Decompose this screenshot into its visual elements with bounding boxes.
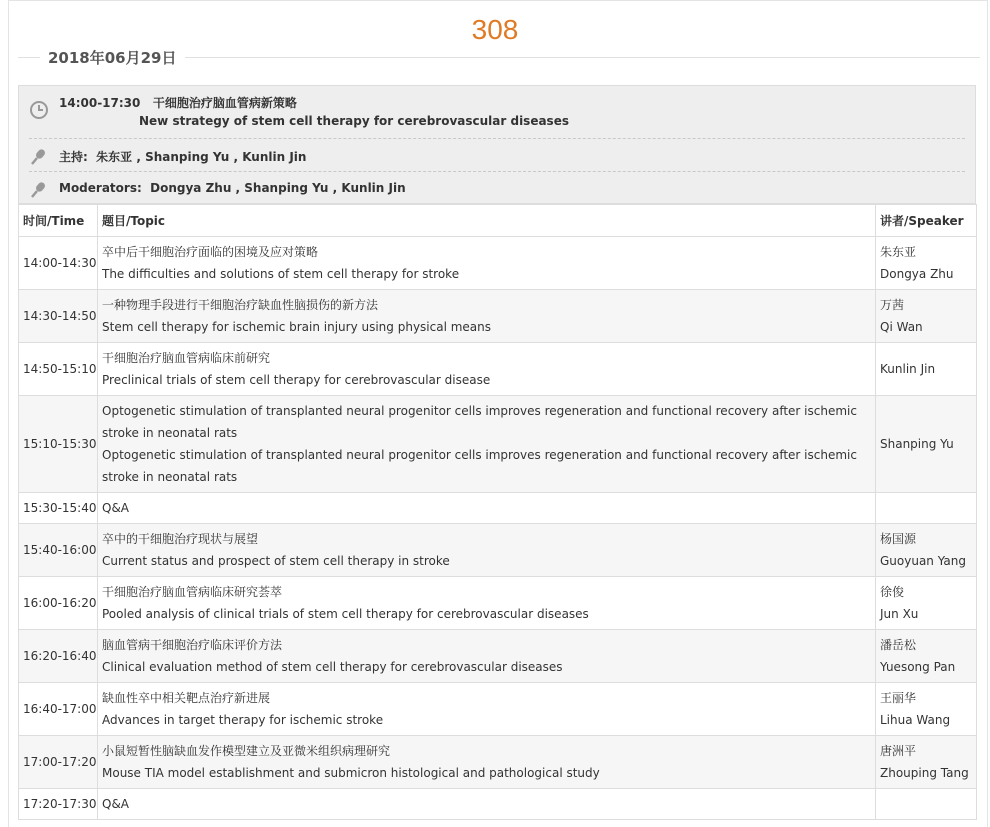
schedule-table bbox=[18, 204, 977, 820]
topic-line: 缺血性卒中相关靶点治疗新进展 bbox=[102, 691, 271, 705]
topic-line: 干细胞治疗脑血管病临床前研究 bbox=[102, 351, 271, 365]
time-cell: 16:00-16:20 bbox=[19, 577, 98, 630]
topic-cell bbox=[98, 396, 876, 493]
topic-line: 脑血管病干细胞治疗临床评价方法 bbox=[102, 638, 283, 652]
table-row bbox=[19, 524, 977, 577]
speaker-cell bbox=[876, 789, 977, 820]
topic-line: 卒中后干细胞治疗面临的困境及应对策略 bbox=[102, 245, 319, 259]
topic-line: Q&A bbox=[102, 797, 130, 811]
speaker-name: 杨国源 bbox=[880, 532, 917, 546]
topic-cell bbox=[98, 630, 876, 683]
dashed-divider bbox=[29, 171, 965, 172]
topic-line: Mouse TIA model establishment and submicron histological and pathological study bbox=[102, 766, 600, 780]
time-cell: 17:00-17:20 bbox=[19, 736, 98, 789]
table-row bbox=[19, 396, 977, 493]
speaker-cell bbox=[876, 493, 977, 524]
time-cell: 15:30-15:40 bbox=[19, 493, 98, 524]
speaker-cell bbox=[876, 683, 977, 736]
session-host-row bbox=[19, 147, 975, 167]
topic-cell bbox=[98, 789, 876, 820]
topic-cell bbox=[98, 493, 876, 524]
topic-line: Current status and prospect of stem cell therapy in stroke bbox=[102, 554, 450, 568]
time-cell: 15:10-15:30 bbox=[19, 396, 98, 493]
topic-cell bbox=[98, 237, 876, 290]
dashed-divider bbox=[29, 138, 965, 139]
table-row bbox=[19, 683, 977, 736]
microphone-icon bbox=[29, 181, 47, 202]
topic-line: stroke in neonatal rats bbox=[102, 426, 238, 440]
topic-cell bbox=[98, 736, 876, 789]
speaker-cell bbox=[876, 396, 977, 493]
speaker-name: Dongya Zhu bbox=[880, 267, 954, 281]
session-title-cn: 干细胞治疗脑血管病新策略 bbox=[152, 96, 297, 110]
speaker-name: 万茜 bbox=[880, 298, 905, 312]
session-date: 2018年06月29日 bbox=[40, 47, 185, 68]
table-row bbox=[19, 736, 977, 789]
speaker-cell bbox=[876, 630, 977, 683]
speaker-name: Yuesong Pan bbox=[880, 660, 956, 674]
speaker-name: 徐俊 bbox=[880, 585, 905, 599]
table-row bbox=[19, 343, 977, 396]
speaker-name: Jun Xu bbox=[880, 607, 919, 621]
column-header-speaker: 讲者/Speaker bbox=[876, 205, 977, 237]
topic-line: Advances in target therapy for ischemic stroke bbox=[102, 713, 384, 727]
topic-line: Q&A bbox=[102, 501, 130, 515]
moderators-label: Moderators: bbox=[59, 181, 142, 195]
speaker-cell bbox=[876, 290, 977, 343]
session-time: 14:00-17:30 bbox=[59, 96, 141, 110]
speaker-cell bbox=[876, 237, 977, 290]
topic-line: 卒中的干细胞治疗现状与展望 bbox=[102, 532, 259, 546]
room-number: 308 bbox=[471, 14, 519, 45]
topic-cell bbox=[98, 343, 876, 396]
time-cell: 14:00-14:30 bbox=[19, 237, 98, 290]
time-cell: 17:20-17:30 bbox=[19, 789, 98, 820]
session-header bbox=[18, 85, 976, 204]
topic-line: Clinical evaluation method of stem cell therapy for cerebrovascular diseases bbox=[102, 660, 563, 674]
speaker-name: Shanping Yu bbox=[880, 437, 954, 451]
topic-line: The difficulties and solutions of stem cell therapy for stroke bbox=[102, 267, 460, 281]
table-row bbox=[19, 237, 977, 290]
speaker-name: 王丽华 bbox=[880, 691, 917, 705]
topic-line: Stem cell therapy for ischemic brain injury using physical means bbox=[102, 320, 492, 334]
topic-line: Optogenetic stimulation of transplanted neural progenitor cells improves regeneration and functional recovery after ischemic bbox=[102, 404, 857, 418]
host-label: 主持: bbox=[59, 150, 88, 164]
time-cell: 15:40-16:00 bbox=[19, 524, 98, 577]
topic-cell bbox=[98, 524, 876, 577]
topic-line: Optogenetic stimulation of transplanted neural progenitor cells improves regeneration and functional recovery after ischemic bbox=[102, 448, 857, 462]
host-value: 朱东亚 , Shanping Yu , Kunlin Jin bbox=[96, 150, 307, 164]
speaker-cell bbox=[876, 343, 977, 396]
time-cell: 16:40-17:00 bbox=[19, 683, 98, 736]
speaker-cell bbox=[876, 736, 977, 789]
topic-cell bbox=[98, 290, 876, 343]
table-row bbox=[19, 789, 977, 820]
time-cell: 14:50-15:10 bbox=[19, 343, 98, 396]
topic-line: 干细胞治疗脑血管病临床研究荟萃 bbox=[102, 585, 283, 599]
table-row bbox=[19, 577, 977, 630]
topic-line: Preclinical trials of stem cell therapy for cerebrovascular disease bbox=[102, 373, 491, 387]
speaker-cell bbox=[876, 577, 977, 630]
table-header-row bbox=[19, 205, 977, 237]
speaker-name: 潘岳松 bbox=[880, 638, 917, 652]
time-cell: 16:20-16:40 bbox=[19, 630, 98, 683]
schedule-body bbox=[19, 237, 977, 820]
column-header-topic: 题目/Topic bbox=[98, 205, 876, 237]
time-cell: 14:30-14:50 bbox=[19, 290, 98, 343]
table-row bbox=[19, 630, 977, 683]
table-row bbox=[19, 290, 977, 343]
session-title-en: New strategy of stem cell therapy for cerebrovascular diseases bbox=[139, 114, 569, 128]
speaker-name: Kunlin Jin bbox=[880, 362, 936, 376]
speaker-name: Lihua Wang bbox=[880, 713, 951, 727]
topic-cell bbox=[98, 683, 876, 736]
session-moderators-row bbox=[19, 180, 975, 200]
speaker-name: Guoyuan Yang bbox=[880, 554, 966, 568]
column-header-time: 时间/Time bbox=[19, 205, 98, 237]
microphone-icon bbox=[29, 148, 47, 169]
topic-line: 小鼠短暂性脑缺血发作模型建立及亚微米组织病理研究 bbox=[102, 744, 391, 758]
table-row bbox=[19, 493, 977, 524]
clock-icon bbox=[29, 100, 49, 123]
moderators-value: Dongya Zhu , Shanping Yu , Kunlin Jin bbox=[150, 181, 406, 195]
speaker-name: 朱东亚 bbox=[880, 245, 917, 259]
topic-line: Pooled analysis of clinical trials of stem cell therapy for cerebrovascular diseases bbox=[102, 607, 589, 621]
speaker-name: 唐洲平 bbox=[880, 744, 917, 758]
topic-cell bbox=[98, 577, 876, 630]
session-time-row bbox=[19, 94, 975, 130]
topic-line: stroke in neonatal rats bbox=[102, 470, 238, 484]
speaker-name: Qi Wan bbox=[880, 320, 923, 334]
speaker-cell bbox=[876, 524, 977, 577]
topic-line: 一种物理手段进行干细胞治疗缺血性脑损伤的新方法 bbox=[102, 298, 379, 312]
speaker-name: Zhouping Tang bbox=[880, 766, 969, 780]
